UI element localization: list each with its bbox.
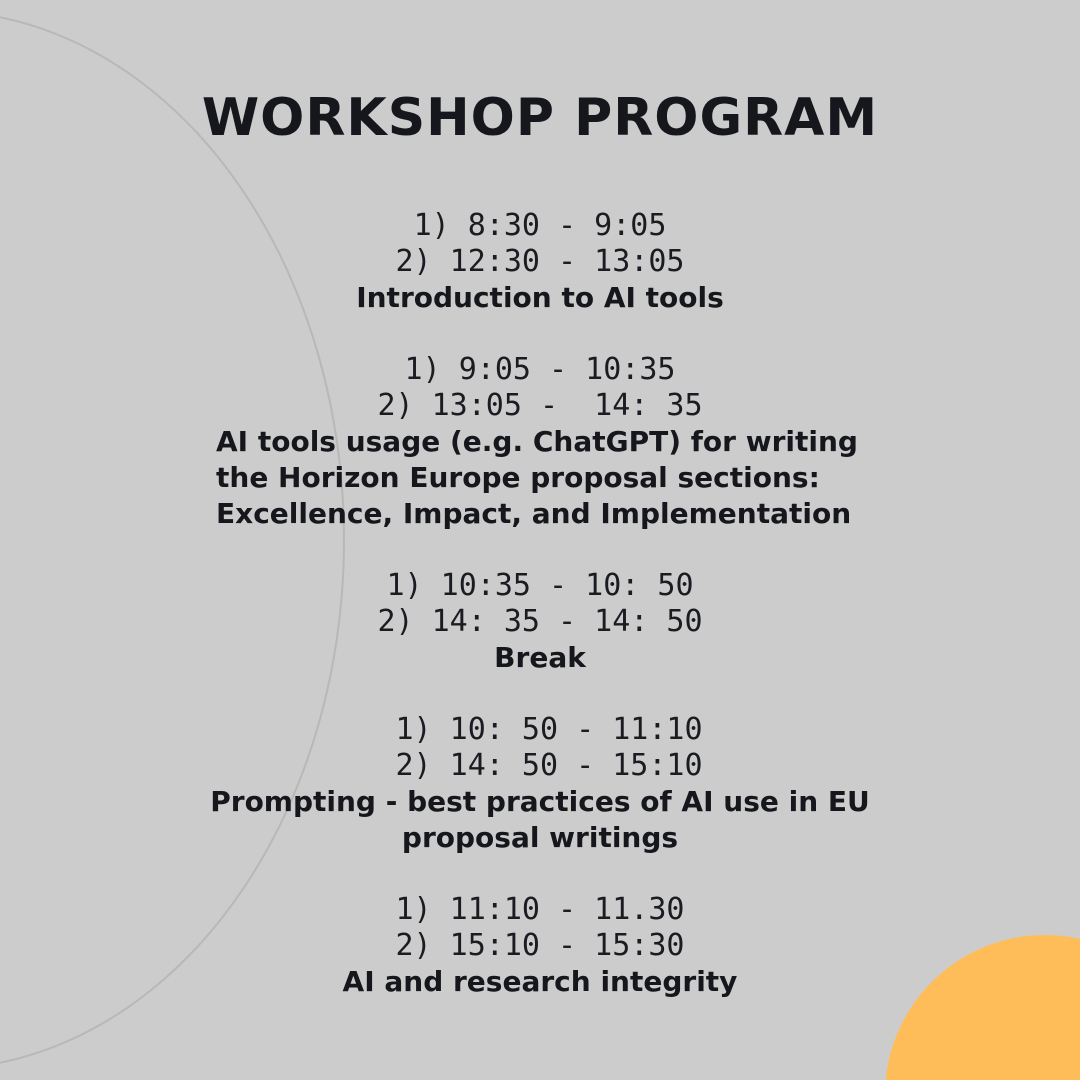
session-time-2: 2) 15:10 - 15:30 [395, 928, 685, 963]
session-item [0, 892, 1080, 1000]
page-title: WORKSHOP PROGRAM [201, 88, 879, 148]
session-item [0, 712, 1080, 856]
session-list [0, 208, 1080, 1036]
session-time-1: 1) 11:10 - 11.30 [395, 892, 685, 927]
session-topic: AI and research integrity [342, 965, 738, 998]
session-topic: Break [494, 641, 586, 674]
session-time-2: 2) 12:30 - 13:05 [395, 244, 685, 279]
session-time-1: 1) 10: 50 - 11:10 [377, 712, 703, 747]
session-time-1: 1) 8:30 - 9:05 [413, 208, 667, 243]
session-item [0, 568, 1080, 676]
session-topic: AI tools usage (e.g. ChatGPT) for writing the Horizon Europe proposal sections: Excellence, Impact, and Implementation [216, 425, 858, 530]
session-item [0, 208, 1080, 316]
session-item [0, 352, 1080, 532]
session-time-2: 2) 14: 50 - 15:10 [377, 748, 703, 783]
session-time-2: 2) 13:05 - 14: 35 [377, 388, 703, 423]
session-time-1: 1) 9:05 - 10:35 [404, 352, 676, 387]
session-topic: Prompting - best practices of AI use in EU proposal writings [210, 785, 870, 854]
session-time-2: 2) 14: 35 - 14: 50 [377, 604, 703, 639]
session-time-1: 1) 10:35 - 10: 50 [386, 568, 694, 603]
session-topic: Introduction to AI tools [356, 281, 724, 314]
